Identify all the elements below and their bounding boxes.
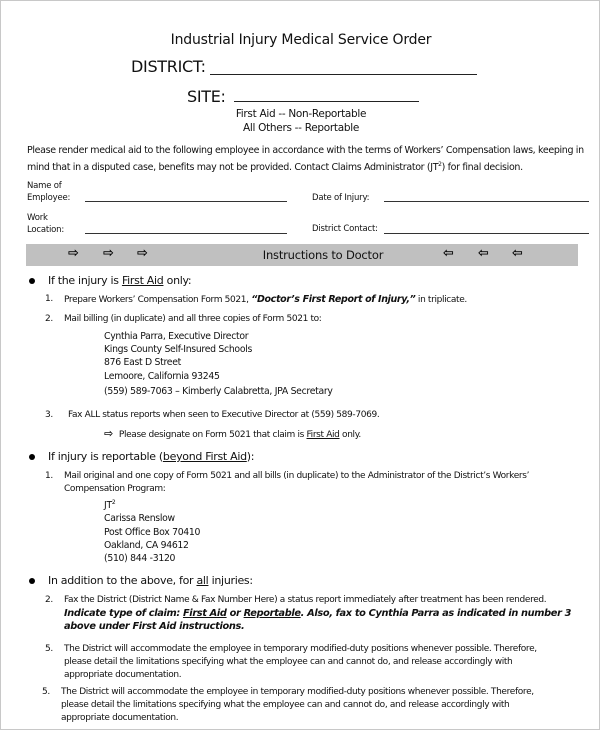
section-first-aid-heading: If the injury is First Aid only: xyxy=(48,274,192,287)
work-location-label: Work Location: xyxy=(27,213,65,235)
bullet-icon xyxy=(29,454,35,460)
first-aid-item-3: 3. Fax ALL status reports when seen to Executive Director at (559) 589-7069. xyxy=(45,410,380,420)
first-aid-designation-note: ⇨ Please designate on Form 5021 that claim is First Aid only. xyxy=(104,427,361,440)
right-arrow-icon: ⇨ xyxy=(104,427,113,440)
employee-name-label: Name of Employee: xyxy=(27,181,71,203)
secretary-phone: (559) 589-7063 – Kimberly Calabretta, JPA Secretary xyxy=(104,386,333,397)
section-reportable-heading: If injury is reportable (beyond First Aid): xyxy=(48,450,255,463)
district-contact-field[interactable] xyxy=(384,233,589,234)
bullet-icon xyxy=(29,278,35,284)
date-of-injury-field[interactable] xyxy=(384,201,589,202)
instructions-banner xyxy=(26,244,578,266)
first-aid-item-1: 1. Prepare Workers’ Compensation Form 5021, “Doctor’s First Report of Injury,” in triplicate. xyxy=(45,294,467,305)
date-of-injury-label: Date of Injury: xyxy=(312,193,370,203)
executive-director-address: Cynthia Parra, Executive Director Kings County Self-Insured Schools 876 East D Street Lemoore, California 93245 xyxy=(104,331,253,382)
left-arrow-icon: ⇦ xyxy=(512,246,523,261)
first-aid-item-2: 2. Mail billing (in duplicate) and all three copies of Form 5021 to: xyxy=(45,314,322,324)
bullet-icon xyxy=(29,578,35,584)
district-label: DISTRICT: xyxy=(131,57,206,76)
reportable-item-1: 1. Mail original and one copy of Form 5021 and all bills (in duplicate) to the Administrator of the District’s Workers’ Compensation Program: xyxy=(45,471,530,494)
right-arrow-icon: ⇨ xyxy=(68,246,79,261)
all-injuries-item-2: 2. Fax the District (District Name & Fax Number Here) a status report immediately after treatment has been rendered. Indicate type of claim: First Aid or Reportable. Also, fax to Cynthia Parra as indicated in number 3 above under First Aid instructions. xyxy=(45,595,572,632)
district-field[interactable] xyxy=(210,74,477,75)
site-label: SITE: xyxy=(187,87,226,106)
first-aid-note: First Aid -- Non-Reportable xyxy=(235,108,367,120)
instructions-title: Instructions to Doctor xyxy=(262,248,384,262)
district-contact-label: District Contact: xyxy=(312,224,378,234)
work-location-field[interactable] xyxy=(85,233,287,234)
left-arrow-icon: ⇦ xyxy=(478,246,489,261)
right-arrow-icon: ⇨ xyxy=(137,246,148,261)
employee-name-field[interactable] xyxy=(85,201,287,202)
site-field[interactable] xyxy=(234,101,419,102)
left-arrow-icon: ⇦ xyxy=(443,246,454,261)
intro-paragraph: Please render medical aid to the following employee in accordance with the terms of Workers’ Compensation laws, keeping in mind that in a disputed case, benefits may not be provided. Contact Claims Administrator $(JT^2)$ for final decision. xyxy=(27,145,584,174)
all-injuries-item-5a: 5. The District will accommodate the employee in temporary modified-duty positions whenever possible. Therefore, please detail the limitations specifying what the employee can and cannot do, and release accordingly with appropriate documentation. xyxy=(45,644,537,680)
right-arrow-icon: ⇨ xyxy=(103,246,114,261)
all-injuries-item-5b: 5. The District will accommodate the employee in temporary modified-duty positions whenever possible. Therefore, please detail the limitations specifying what the employee can and cannot do, and release accordingly with appropriate documentation. xyxy=(42,687,534,723)
administrator-address: $JT^2$ Carissa Renslow Post Office Box 70410 Oakland, CA 94612 (510) 844 -3120 xyxy=(104,499,201,564)
document-title: Industrial Injury Medical Service Order xyxy=(170,32,432,48)
reportable-note: All Others -- Reportable xyxy=(243,122,359,134)
section-all-injuries-heading: In addition to the above, for all injuries: xyxy=(48,574,253,587)
